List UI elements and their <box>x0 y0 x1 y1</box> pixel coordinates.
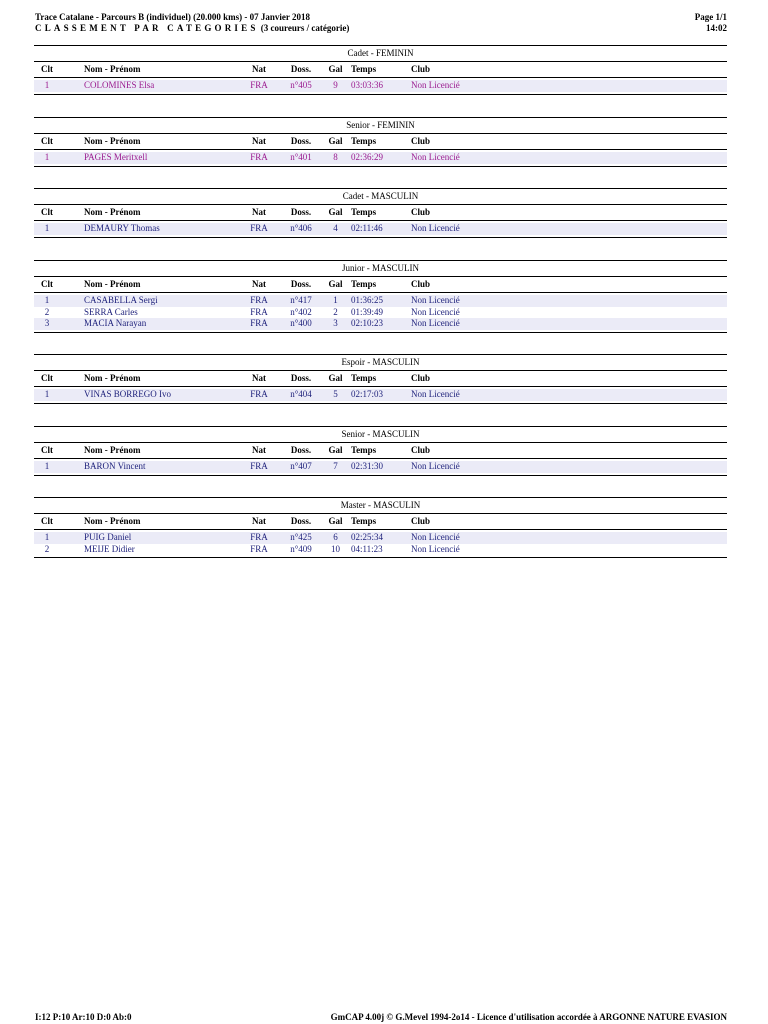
table-row <box>34 544 727 556</box>
table-row <box>34 318 727 330</box>
column-header-gal: Gal <box>328 373 343 383</box>
report-header <box>35 12 727 36</box>
column-header-nat: Nat <box>252 445 266 455</box>
column-header-club: Club <box>411 279 431 289</box>
column-header-temps: Temps <box>351 64 377 74</box>
column-header-doss: Doss. <box>290 207 312 217</box>
column-header-clt: Clt <box>41 207 53 217</box>
cell-nat: FRA <box>250 532 268 542</box>
category-block <box>34 497 727 558</box>
cell-clt: 1 <box>44 80 50 90</box>
cell-club: Non Licencié <box>411 389 460 399</box>
category-block <box>34 260 727 333</box>
result-rows <box>34 459 727 475</box>
category-block <box>34 117 727 167</box>
cell-nom: COLOMINES Elsa <box>84 80 155 90</box>
cell-club: Non Licencié <box>411 543 460 554</box>
cell-club: Non Licencié <box>411 80 460 90</box>
cell-doss: n°407 <box>290 461 312 471</box>
cell-nat: FRA <box>250 295 268 305</box>
column-header-nat: Nat <box>252 136 266 146</box>
column-header-clt: Clt <box>41 445 53 455</box>
column-header-row <box>34 514 727 529</box>
divider <box>34 557 727 558</box>
category-title: Master - MASCULIN <box>340 500 421 510</box>
cell-clt: 2 <box>44 543 50 554</box>
cell-nat: FRA <box>250 389 268 399</box>
cell-doss: n°401 <box>290 152 312 162</box>
column-header-doss: Doss. <box>290 373 312 383</box>
cell-club: Non Licencié <box>411 461 460 471</box>
category-title: Senior - FEMININ <box>346 120 415 130</box>
column-header-nom: Nom - Prénom <box>84 516 141 526</box>
column-header-nom: Nom - Prénom <box>84 445 141 455</box>
cell-doss: n°405 <box>290 80 312 90</box>
column-header-temps: Temps <box>351 373 377 383</box>
column-header-row <box>34 205 727 220</box>
divider <box>34 94 727 95</box>
table-row <box>34 389 727 401</box>
column-header-doss: Doss. <box>290 64 312 74</box>
cell-clt: 1 <box>44 532 50 542</box>
cell-nat: FRA <box>250 306 268 317</box>
cell-gal: 4 <box>333 223 338 233</box>
category-title: Junior - MASCULIN <box>341 263 419 273</box>
cell-nom: PUIG Daniel <box>84 532 132 542</box>
print-time: 14:02 <box>706 23 727 33</box>
cell-gal: 7 <box>333 461 338 471</box>
column-header-gal: Gal <box>328 516 343 526</box>
cell-clt: 1 <box>44 461 50 471</box>
report-subtitle <box>35 23 349 33</box>
cell-temps: 02:11:46 <box>351 223 383 233</box>
column-header-clt: Clt <box>41 136 53 146</box>
cell-temps: 01:36:25 <box>351 295 384 305</box>
divider <box>34 475 727 476</box>
cell-club: Non Licencié <box>411 306 460 317</box>
cell-temps: 03:03:36 <box>351 80 384 90</box>
cell-doss: n°404 <box>290 389 312 399</box>
column-header-temps: Temps <box>351 136 377 146</box>
column-header-gal: Gal <box>328 445 343 455</box>
cell-clt: 1 <box>44 295 50 305</box>
cell-gal: 5 <box>333 389 338 399</box>
column-header-club: Club <box>411 64 431 74</box>
result-rows <box>34 387 727 403</box>
column-header-clt: Clt <box>41 64 53 74</box>
column-header-clt: Clt <box>41 279 53 289</box>
cell-temps: 04:11:23 <box>351 543 383 554</box>
cell-club: Non Licencié <box>411 318 460 328</box>
cell-nom: DEMAURY Thomas <box>84 223 160 233</box>
column-header-nom: Nom - Prénom <box>84 136 141 146</box>
category-title: Espoir - MASCULIN <box>341 357 420 367</box>
column-header-nat: Nat <box>252 64 266 74</box>
cell-doss: n°409 <box>290 543 312 554</box>
column-header-nat: Nat <box>252 207 266 217</box>
column-header-row <box>34 134 727 149</box>
footer-stats: I:12 P:10 Ar:10 D:0 Ab:0 <box>35 1012 132 1022</box>
column-header-gal: Gal <box>328 207 343 217</box>
cell-nom: VINAS BORREGO Ivo <box>84 389 172 399</box>
cell-nat: FRA <box>250 318 268 328</box>
report-title: Trace Catalane - Parcours B (individuel) (20.000 kms) - 07 Janvier 2018 <box>35 12 310 22</box>
category-block <box>34 354 727 404</box>
table-row <box>34 223 727 235</box>
cell-doss: n°406 <box>290 223 312 233</box>
cell-clt: 2 <box>44 306 50 317</box>
divider <box>34 403 727 404</box>
cell-doss: n°400 <box>290 318 312 328</box>
result-rows <box>34 150 727 166</box>
table-row <box>34 295 727 307</box>
cell-nat: FRA <box>250 152 268 162</box>
cell-nat: FRA <box>250 223 268 233</box>
column-header-clt: Clt <box>41 373 53 383</box>
result-rows <box>34 530 727 557</box>
category-title: Senior - MASCULIN <box>341 429 420 439</box>
column-header-nom: Nom - Prénom <box>84 64 141 74</box>
category-block <box>34 188 727 238</box>
cell-temps: 02:17:03 <box>351 389 384 399</box>
cell-gal: 3 <box>333 318 338 328</box>
column-header-doss: Doss. <box>290 279 312 289</box>
column-header-gal: Gal <box>328 136 343 146</box>
category-block <box>34 45 727 95</box>
cell-doss: n°425 <box>290 532 312 542</box>
column-header-doss: Doss. <box>290 516 312 526</box>
cell-gal: 1 <box>333 295 338 305</box>
column-header-nat: Nat <box>252 279 266 289</box>
cell-nat: FRA <box>250 543 268 554</box>
cell-nom: PAGES Meritxell <box>84 152 148 162</box>
column-header-temps: Temps <box>351 516 377 526</box>
category-title: Cadet - FEMININ <box>347 48 414 58</box>
cell-gal: 6 <box>333 532 338 542</box>
table-row <box>34 152 727 164</box>
cell-gal: 9 <box>333 80 338 90</box>
cell-club: Non Licencié <box>411 223 460 233</box>
table-row <box>34 307 727 319</box>
cell-doss: n°402 <box>290 306 312 317</box>
table-row <box>34 461 727 473</box>
column-header-nom: Nom - Prénom <box>84 373 141 383</box>
report-subtitle-note: (3 coureurs / catégorie) <box>260 23 350 33</box>
category-block <box>34 426 727 476</box>
column-header-nom: Nom - Prénom <box>84 207 141 217</box>
column-header-club: Club <box>411 445 431 455</box>
cell-clt: 1 <box>44 389 50 399</box>
column-header-row <box>34 62 727 77</box>
page-number: Page 1/1 <box>694 12 727 22</box>
column-header-nom: Nom - Prénom <box>84 279 141 289</box>
result-rows <box>34 221 727 237</box>
column-header-gal: Gal <box>328 279 343 289</box>
cell-doss: n°417 <box>290 295 312 305</box>
footer-license: GmCAP 4.00j © G.Mevel 1994-2o14 - Licence d'utilisation accordée à ARGONNE NATURE EVASION <box>330 1012 727 1022</box>
report-subtitle-main: CLASSEMENT PAR CATEGORIES <box>35 23 259 33</box>
cell-club: Non Licencié <box>411 152 460 162</box>
cell-clt: 1 <box>44 223 50 233</box>
cell-temps: 02:25:34 <box>351 532 384 542</box>
table-row <box>34 532 727 544</box>
cell-nat: FRA <box>250 461 268 471</box>
column-header-temps: Temps <box>351 445 377 455</box>
column-header-nat: Nat <box>252 516 266 526</box>
cell-nom: MACIA Narayan <box>84 318 147 328</box>
column-header-gal: Gal <box>328 64 343 74</box>
column-header-doss: Doss. <box>290 136 312 146</box>
cell-nom: MEIJE Didier <box>84 543 135 554</box>
column-header-nat: Nat <box>252 373 266 383</box>
divider <box>34 237 727 238</box>
divider <box>34 166 727 167</box>
column-header-club: Club <box>411 207 431 217</box>
cell-temps: 02:31:30 <box>351 461 384 471</box>
cell-nom: CASABELLA Sergi <box>84 295 158 305</box>
cell-club: Non Licencié <box>411 532 460 542</box>
cell-nom: BARON Vincent <box>84 461 146 471</box>
cell-gal: 10 <box>331 543 340 554</box>
result-rows <box>34 293 727 332</box>
cell-temps: 01:39:49 <box>351 306 384 317</box>
table-row <box>34 80 727 92</box>
column-header-row <box>34 443 727 458</box>
cell-temps: 02:10:23 <box>351 318 384 328</box>
column-header-row <box>34 371 727 386</box>
cell-gal: 8 <box>333 152 338 162</box>
column-header-doss: Doss. <box>290 445 312 455</box>
cell-nom: SERRA Carles <box>84 306 138 317</box>
column-header-club: Club <box>411 373 431 383</box>
column-header-row <box>34 277 727 292</box>
category-title: Cadet - MASCULIN <box>342 191 419 201</box>
cell-temps: 02:36:29 <box>351 152 384 162</box>
column-header-temps: Temps <box>351 207 377 217</box>
result-rows <box>34 78 727 94</box>
cell-club: Non Licencié <box>411 295 460 305</box>
divider <box>34 332 727 333</box>
column-header-club: Club <box>411 136 431 146</box>
column-header-temps: Temps <box>351 279 377 289</box>
cell-gal: 2 <box>333 306 338 317</box>
column-header-club: Club <box>411 516 431 526</box>
cell-clt: 1 <box>44 152 50 162</box>
cell-clt: 3 <box>44 318 50 328</box>
column-header-clt: Clt <box>41 516 53 526</box>
cell-nat: FRA <box>250 80 268 90</box>
